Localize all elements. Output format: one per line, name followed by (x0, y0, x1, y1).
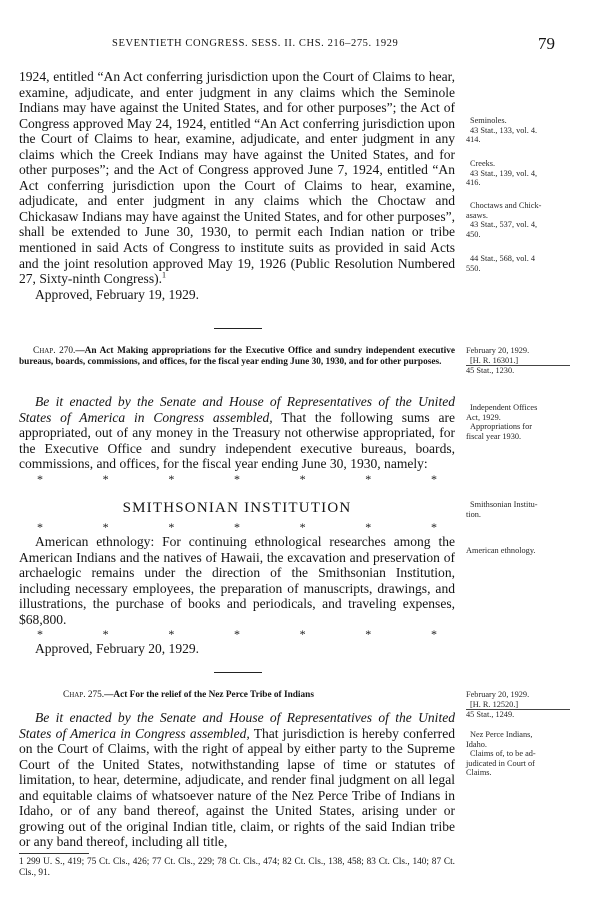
chap-270-title: —An Act Making appropriations for the Executive Office and sundry independent executive bureaus, boards, commissions, and offices, for the fiscal year ending June 30, 1930, and for other purposes. (19, 346, 455, 368)
chap-275-label: Chap. 275. (63, 690, 105, 700)
enacting-formula: Be it enacted by the Senate and House of Representatives of the United States of America in Congress assembled, (19, 710, 455, 741)
margin-note-line: 45 Stat., 1230. (466, 366, 515, 376)
margin-note-line: Claims of, to be ad- (470, 749, 536, 759)
margin-note-creeks (466, 159, 590, 188)
star: * (233, 471, 240, 486)
star: * (233, 520, 240, 534)
chap-270-label: Chap. 270. (33, 346, 76, 356)
enacting-text: That the following sums are appropriated, out of any money in the Treasury not otherwise appropriated, for the Executive Office and sundry independent executive bureaus, boards, commissions, and offices, for the fiscal year ending June 30, 1930, namely: (19, 409, 455, 472)
margin-note-american-ethnology (466, 546, 590, 556)
section-divider (214, 328, 262, 329)
star: * (299, 471, 306, 486)
margin-note-line: 43 Stat., 133, vol. 4. (470, 125, 538, 135)
margin-note-line: tion. (466, 509, 481, 519)
margin-note-line: Claims. (466, 768, 492, 778)
margin-note-nez-perce (466, 730, 590, 778)
footnote-rule (19, 853, 89, 854)
star: * (102, 471, 109, 486)
margin-note-line: Seminoles. (470, 116, 507, 125)
margin-note-line: 43 Stat., 537, vol. 4, (470, 220, 538, 230)
margin-note-line: Nez Perce Indians, (470, 730, 533, 739)
star: * (299, 520, 306, 534)
star: * (430, 471, 437, 486)
footnote: 1 299 U. S., 419; 75 Ct. Cls., 426; 77 Ct. Cls., 229; 78 Ct. Cls., 474; 82 Ct. Cls., 138, 458; 83 Ct. Cls., 140; 87 Ct. Cls., 91. (19, 857, 455, 879)
ellipsis-stars (19, 472, 455, 486)
american-ethnology-paragraph: American ethnology: For continuing ethnological researches among the American Indians and the natives of Hawaii, the excavation and preservation of archaelogic remains under the direction of the Smithsonian Institution, including necessary employees, the preparation of manuscripts, drawings, and illustrations, the purchase of books and periodicals, and traveling expenses, $68,800. (19, 534, 455, 627)
margin-note-line: 450. (466, 229, 481, 239)
margin-note-line: February 20, 1929. (466, 346, 530, 355)
approved-feb-19: Approved, February 19, 1929. (35, 286, 200, 302)
margin-note-line: Choctaws and Chick- (470, 201, 542, 210)
footnote-marker: 1 (162, 270, 166, 280)
star: * (365, 627, 372, 642)
enacting-text: That jurisdiction is hereby conferred on the Court of Claims, with the right of appeal by either party to the Supreme Court of the United States, notwithstanding lapse of time or statutes of limitation, to hear, determine, adjudicate, and render final judgment on all legal and equitable claims of whatsoever nature of the Nez Perce Tribe of Indians in Idaho, or of any band thereof, against the United States, arising under or growing out of the original Indian title, claim, or rights of the said Indian tribe or any band thereof, including all title, (19, 725, 455, 850)
margin-note-feb-20-hr12520 (466, 690, 590, 720)
star: * (299, 627, 306, 642)
section-divider (214, 672, 262, 673)
star: * (430, 627, 437, 642)
margin-note-stat-568 (466, 254, 590, 273)
chap-275-title: —Act For the relief of the Nez Perce Tribe of Indians (104, 690, 314, 700)
margin-note-line: American ethnology. (466, 546, 536, 555)
chap-275-caption (19, 690, 455, 701)
margin-note-line: Act, 1929. (466, 412, 501, 422)
margin-note-independent-offices (466, 403, 590, 441)
margin-note-line: Smithsonian Institu- (470, 500, 538, 509)
margin-note-line: February 20, 1929. (466, 690, 530, 699)
enacting-formula: Be it enacted by the Senate and House of Representatives of the United States of America in Congress assembled, (19, 394, 455, 425)
margin-note-line: [H. R. 12520.] (466, 700, 570, 711)
margin-note-line: [H. R. 16301.] (466, 356, 570, 367)
star: * (365, 520, 372, 534)
star: * (37, 520, 43, 534)
margin-note-smithsonian (466, 500, 590, 519)
margin-note-line: 43 Stat., 139, vol. 4, (470, 168, 538, 178)
margin-note-line: 414. (466, 135, 481, 145)
margin-note-line: 416. (466, 178, 481, 188)
running-head: SEVENTIETH CONGRESS. SESS. II. CHS. 216–275. 1929 (112, 38, 399, 49)
chap-270-body (19, 394, 455, 486)
margin-note-line: Independent Offices (470, 403, 538, 412)
margin-note-line: 45 Stat., 1249. (466, 710, 515, 720)
margin-note-line: judicated in Court of (466, 758, 535, 768)
margin-note-line: fiscal year 1930. (466, 431, 522, 441)
previous-act-text (19, 69, 455, 302)
margin-note-line: Appropriations for (470, 422, 532, 432)
margin-note-line: Idaho. (466, 739, 487, 749)
star: * (168, 520, 175, 534)
star: * (233, 627, 240, 642)
ellipsis-stars (19, 520, 455, 534)
star: * (37, 627, 43, 642)
previous-act-body: 1924, entitled “An Act conferring jurisdiction upon the Court of Claims to hear, examine, adjudicate, and enter judgment in any claims which the Seminole Indians may have against the United States, and for other purposes”; the Act of Congress approved May 24, 1924, entitled “An Act conferring jurisdiction upon the Court of Claims to hear, examine, adjudicate, and enter judgment in any claims which the Creek Indians may have against the United States, and for other purposes”; and the Act of Congress approved June 7, 1924, entitled “An Act conferring jurisdiction upon the Court of Claims to hear, examine, adjudicate, and enter judgment in any claims which the Choctaw and Chickasaw Indians may have against the United States, and for other purposes”, shall be extended to June 30, 1930, to permit each Indian nation or tribe mentioned in said Acts of Congress to institute suits as provided in said Acts and the joint resolution approved May 19, 1926 (Public Resolution Numbered 27, Sixty-ninth Congress). (19, 69, 455, 287)
chap-275-enacting-clause (19, 710, 455, 850)
page-number: 79 (538, 34, 555, 53)
smithsonian-heading: SMITHSONIAN INSTITUTION (122, 500, 352, 516)
margin-note-line: Creeks. (470, 159, 496, 168)
star: * (102, 627, 109, 642)
previous-act-paragraph (19, 69, 455, 287)
margin-note-line: asaws. (466, 210, 488, 220)
margin-note-feb-20-hr16301 (466, 346, 590, 376)
margin-note-choctaws (466, 201, 590, 239)
star: * (365, 471, 372, 486)
margin-note-seminoles (466, 116, 590, 145)
margin-note-line: 44 Stat., 568, vol. 4 (470, 254, 535, 263)
approved-feb-20: Approved, February 20, 1929. (35, 641, 200, 657)
chap-270-enacting-clause (19, 394, 455, 472)
margin-note-line: 550. (466, 263, 481, 273)
chap-275-body (19, 710, 455, 850)
star: * (168, 627, 175, 642)
ellipsis-stars (19, 627, 455, 641)
chap-270-caption (19, 346, 455, 368)
star: * (430, 520, 437, 534)
star: * (102, 520, 109, 534)
star: * (37, 471, 43, 486)
star: * (168, 471, 175, 486)
page-header (0, 34, 604, 54)
ethnology-section (19, 520, 455, 657)
